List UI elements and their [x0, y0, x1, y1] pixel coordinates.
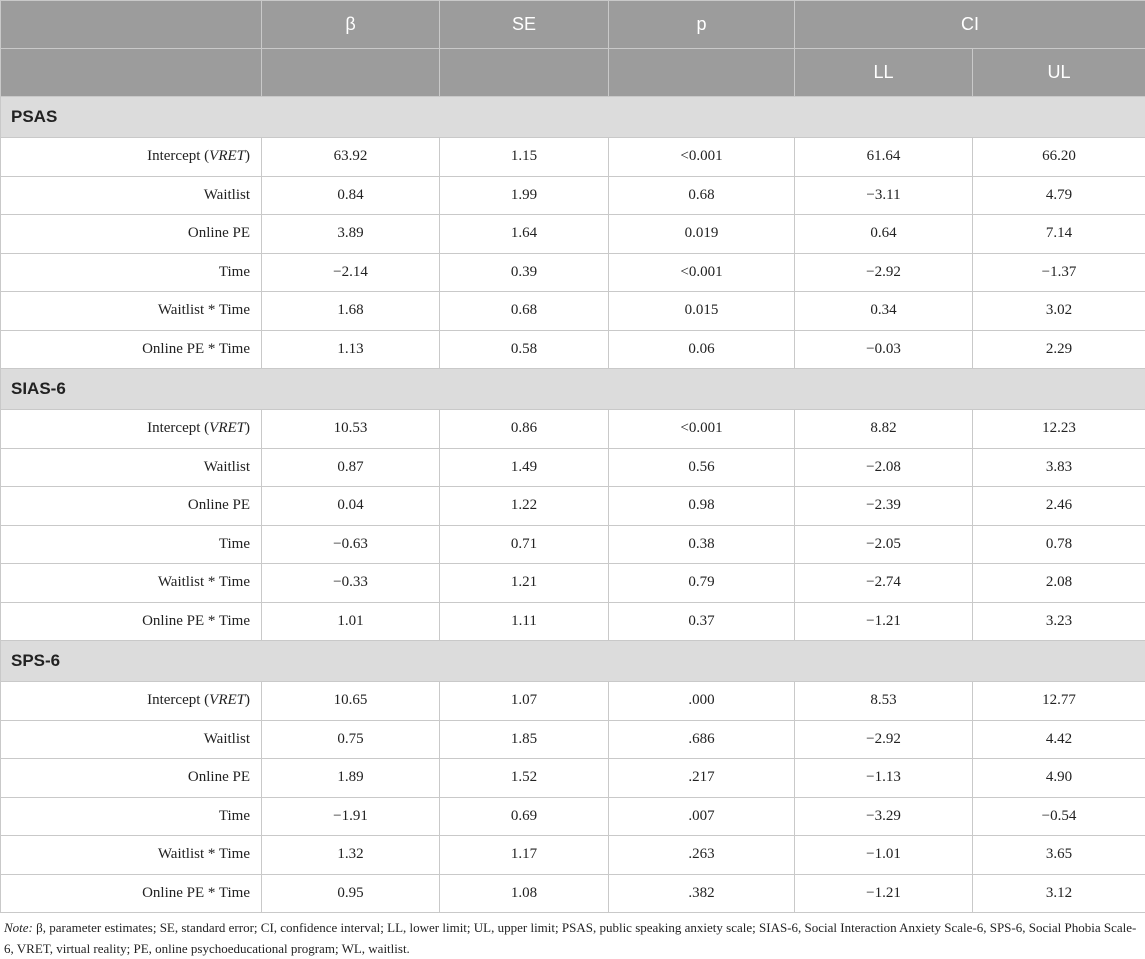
cell-se: 0.86 [440, 410, 609, 449]
header-ll: LL [795, 49, 973, 97]
cell-p: 0.98 [609, 487, 795, 526]
table-row [1, 682, 1145, 721]
row-label-end: ) [245, 420, 250, 436]
row-label [1, 253, 262, 292]
cell-beta: 0.04 [262, 487, 440, 526]
cell-p: 0.019 [609, 215, 795, 254]
cell-ll: −3.29 [795, 797, 973, 836]
cell-beta: −2.14 [262, 253, 440, 292]
cell-beta: 1.01 [262, 602, 440, 641]
row-label-italic: VRET [209, 148, 245, 164]
cell-p: 0.015 [609, 292, 795, 331]
cell-ul: 3.12 [973, 874, 1145, 913]
row-label-text: Time [219, 264, 250, 280]
cell-beta: 1.68 [262, 292, 440, 331]
section-title: PSAS [1, 97, 1145, 138]
cell-se: 1.07 [440, 682, 609, 721]
cell-p: .263 [609, 836, 795, 875]
table-row [1, 448, 1145, 487]
cell-beta: 1.32 [262, 836, 440, 875]
table-row [1, 874, 1145, 913]
table-row [1, 797, 1145, 836]
row-label [1, 215, 262, 254]
note-text: β, parameter estimates; SE, standard error; CI, confidence interval; LL, lower limit; UL, upper limit; PSAS, public speaking anxiety scale; SIAS-6, Social Interaction Anxiety Scale-6, SPS-6, Social Phobia Scale-6, VRET, virtual reality; PE, online psychoeducational program; WL, waitlist. [4, 920, 1136, 956]
header-p: p [609, 1, 795, 49]
cell-ll: 61.64 [795, 138, 973, 177]
cell-p: <0.001 [609, 410, 795, 449]
cell-p: .382 [609, 874, 795, 913]
cell-ul: 2.46 [973, 487, 1145, 526]
cell-ll: −1.21 [795, 874, 973, 913]
row-label [1, 487, 262, 526]
cell-se: 1.08 [440, 874, 609, 913]
cell-ul: 3.83 [973, 448, 1145, 487]
cell-se: 1.49 [440, 448, 609, 487]
row-label-text: Time [219, 808, 250, 824]
cell-ul: 12.23 [973, 410, 1145, 449]
header-beta: β [262, 1, 440, 49]
table-row [1, 292, 1145, 331]
table-row [1, 602, 1145, 641]
table-row [1, 215, 1145, 254]
row-label [1, 836, 262, 875]
header-ci: CI [795, 1, 1145, 49]
cell-ll: 8.82 [795, 410, 973, 449]
cell-ll: −1.01 [795, 836, 973, 875]
cell-se: 1.64 [440, 215, 609, 254]
row-label-text: Intercept ( [147, 420, 209, 436]
table-row [1, 330, 1145, 369]
cell-se: 1.22 [440, 487, 609, 526]
cell-p: .007 [609, 797, 795, 836]
table-row [1, 410, 1145, 449]
cell-p: .000 [609, 682, 795, 721]
cell-se: 1.11 [440, 602, 609, 641]
row-label-text: Waitlist * Time [158, 302, 250, 318]
row-label [1, 410, 262, 449]
header-empty [609, 49, 795, 97]
note-prefix: Note: [4, 920, 33, 935]
cell-ll: −2.05 [795, 525, 973, 564]
cell-se: 1.17 [440, 836, 609, 875]
cell-ul: 3.23 [973, 602, 1145, 641]
section-row [1, 369, 1145, 410]
row-label-text: Waitlist [204, 731, 250, 747]
cell-se: 0.69 [440, 797, 609, 836]
row-label [1, 176, 262, 215]
row-label [1, 682, 262, 721]
row-label [1, 292, 262, 331]
row-label-text: Waitlist * Time [158, 574, 250, 590]
table-row [1, 138, 1145, 177]
cell-ll: −0.03 [795, 330, 973, 369]
row-label-end: ) [245, 148, 250, 164]
cell-beta: 63.92 [262, 138, 440, 177]
cell-beta: 10.53 [262, 410, 440, 449]
row-label [1, 330, 262, 369]
cell-beta: 1.89 [262, 759, 440, 798]
cell-beta: −0.33 [262, 564, 440, 603]
row-label [1, 138, 262, 177]
cell-p: 0.37 [609, 602, 795, 641]
row-label-text: Online PE [188, 769, 250, 785]
cell-ul: 2.08 [973, 564, 1145, 603]
cell-p: 0.68 [609, 176, 795, 215]
row-label-text: Online PE [188, 497, 250, 513]
cell-ul: −1.37 [973, 253, 1145, 292]
cell-beta: 10.65 [262, 682, 440, 721]
row-label [1, 564, 262, 603]
cell-ll: −2.39 [795, 487, 973, 526]
section-title: SPS-6 [1, 641, 1145, 682]
cell-ul: 4.79 [973, 176, 1145, 215]
cell-se: 0.71 [440, 525, 609, 564]
table-row [1, 759, 1145, 798]
cell-se: 1.52 [440, 759, 609, 798]
table-header [1, 1, 1145, 97]
cell-ll: −2.92 [795, 720, 973, 759]
row-label-text: Online PE * Time [142, 341, 250, 357]
header-empty [262, 49, 440, 97]
section-title: SIAS-6 [1, 369, 1145, 410]
cell-ll: 0.34 [795, 292, 973, 331]
cell-ll: −1.21 [795, 602, 973, 641]
cell-p: <0.001 [609, 138, 795, 177]
cell-ll: −2.74 [795, 564, 973, 603]
cell-p: 0.38 [609, 525, 795, 564]
row-label-text: Waitlist [204, 459, 250, 475]
table-row [1, 720, 1145, 759]
cell-ll: 0.64 [795, 215, 973, 254]
cell-ul: 66.20 [973, 138, 1145, 177]
row-label [1, 797, 262, 836]
row-label-text: Time [219, 536, 250, 552]
row-label-text: Online PE [188, 225, 250, 241]
header-empty [1, 49, 262, 97]
cell-p: 0.06 [609, 330, 795, 369]
cell-ll: −3.11 [795, 176, 973, 215]
table-row [1, 525, 1145, 564]
cell-beta: 0.84 [262, 176, 440, 215]
cell-ul: 3.02 [973, 292, 1145, 331]
header-ul: UL [973, 49, 1145, 97]
row-label-text: Online PE * Time [142, 885, 250, 901]
table-row [1, 564, 1145, 603]
row-label [1, 448, 262, 487]
cell-beta: 0.87 [262, 448, 440, 487]
row-label [1, 720, 262, 759]
cell-p: <0.001 [609, 253, 795, 292]
cell-ul: −0.54 [973, 797, 1145, 836]
cell-p: .217 [609, 759, 795, 798]
cell-ll: −2.92 [795, 253, 973, 292]
table-row [1, 487, 1145, 526]
table-note [0, 913, 1145, 959]
row-label-italic: VRET [209, 420, 245, 436]
cell-se: 1.85 [440, 720, 609, 759]
cell-ll: 8.53 [795, 682, 973, 721]
cell-beta: −1.91 [262, 797, 440, 836]
cell-se: 0.58 [440, 330, 609, 369]
cell-se: 0.39 [440, 253, 609, 292]
cell-beta: 3.89 [262, 215, 440, 254]
row-label [1, 759, 262, 798]
cell-beta: 0.95 [262, 874, 440, 913]
table-row [1, 176, 1145, 215]
cell-ul: 0.78 [973, 525, 1145, 564]
cell-beta: 0.75 [262, 720, 440, 759]
cell-beta: −0.63 [262, 525, 440, 564]
table-body [1, 97, 1145, 913]
cell-ll: −1.13 [795, 759, 973, 798]
row-label-italic: VRET [209, 692, 245, 708]
section-row [1, 97, 1145, 138]
header-se: SE [440, 1, 609, 49]
row-label [1, 602, 262, 641]
cell-p: 0.56 [609, 448, 795, 487]
table-row [1, 836, 1145, 875]
row-label-text: Waitlist [204, 187, 250, 203]
cell-se: 0.68 [440, 292, 609, 331]
cell-ul: 7.14 [973, 215, 1145, 254]
cell-beta: 1.13 [262, 330, 440, 369]
cell-ul: 2.29 [973, 330, 1145, 369]
cell-ul: 3.65 [973, 836, 1145, 875]
row-label-text: Intercept ( [147, 692, 209, 708]
row-label-text: Waitlist * Time [158, 846, 250, 862]
row-label-text: Intercept ( [147, 148, 209, 164]
cell-ul: 4.42 [973, 720, 1145, 759]
cell-se: 1.15 [440, 138, 609, 177]
row-label [1, 525, 262, 564]
row-label-end: ) [245, 692, 250, 708]
cell-p: 0.79 [609, 564, 795, 603]
cell-se: 1.99 [440, 176, 609, 215]
cell-ul: 4.90 [973, 759, 1145, 798]
cell-ll: −2.08 [795, 448, 973, 487]
row-label-text: Online PE * Time [142, 613, 250, 629]
cell-ul: 12.77 [973, 682, 1145, 721]
section-row [1, 641, 1145, 682]
header-empty [440, 49, 609, 97]
header-empty [1, 1, 262, 49]
row-label [1, 874, 262, 913]
cell-se: 1.21 [440, 564, 609, 603]
cell-p: .686 [609, 720, 795, 759]
table-row [1, 253, 1145, 292]
